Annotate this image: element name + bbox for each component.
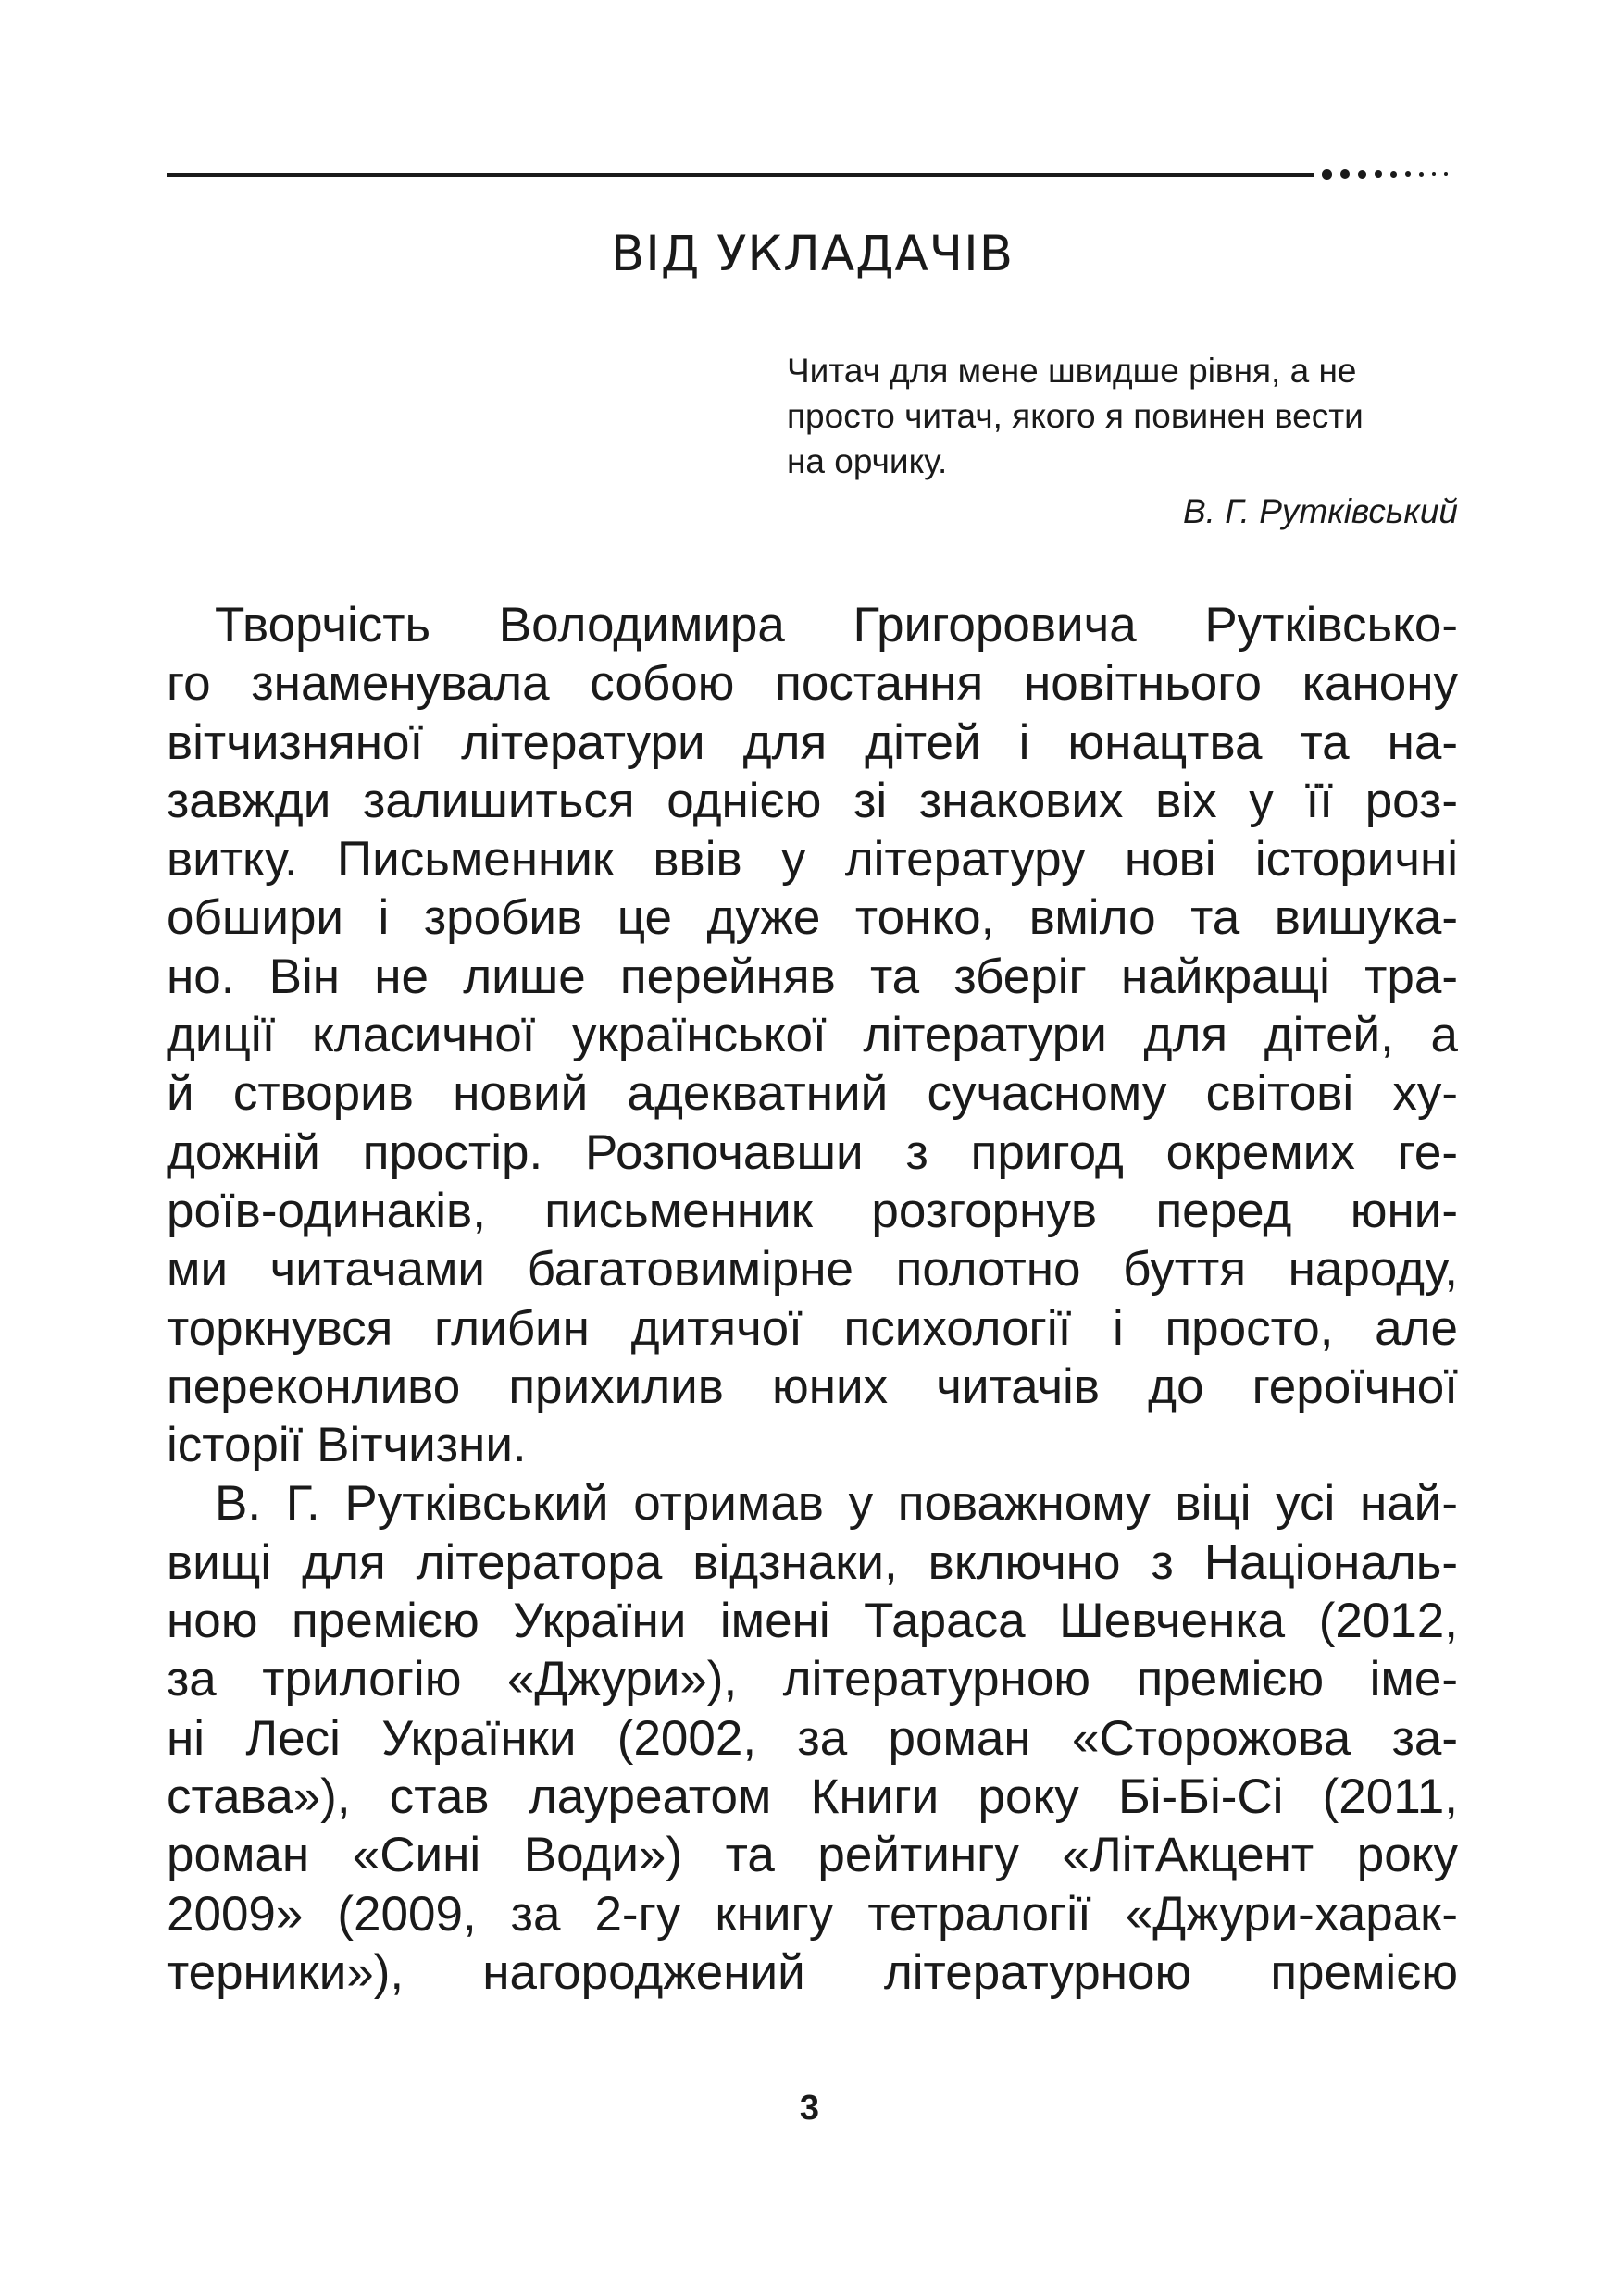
body-line: В. Г. Рутківський отримав у поважному віці усі най-: [215, 1476, 1458, 1532]
body-line: 2009» (2009, за 2-гу книгу тетралогії «Джури-харак-: [167, 1886, 1458, 1942]
header-rule: [167, 173, 1314, 177]
body-line: й створив новий адекватний сучасному світові ху-: [167, 1066, 1458, 1122]
header-dots-ornament: [1322, 165, 1456, 183]
body-line: вітчизняної літератури для дітей і юнацтва та на-: [167, 714, 1458, 770]
body-line: диції класичної української літератури для дітей, а: [167, 1008, 1458, 1063]
page-number: 3: [799, 2089, 820, 2128]
body-line: но. Він не лише перейняв та зберіг найкращі тра-: [167, 949, 1458, 1004]
body-line: за трилогію «Джури»), літературною премією іме-: [167, 1652, 1458, 1707]
body-line: історії Вітчизни.: [167, 1418, 527, 1473]
body-line: витку. Письменник ввів у літературу нові історичні: [167, 832, 1458, 887]
body-line: го знаменувала собою постання новітнього канону: [167, 656, 1458, 712]
body-line: ною премією України імені Тараса Шевченка (2012,: [167, 1594, 1458, 1649]
epigraph: [787, 348, 1463, 484]
body-line: терники»), нагороджений літературною премією: [167, 1944, 1458, 2000]
body-line: дожній простір. Розпочавши з пригод окремих ге-: [167, 1124, 1458, 1180]
epigraph-line: Читач для мене швидше рівня, а не: [787, 352, 1357, 390]
body-line: обшири і зробив це дуже тонко, вміло та вишука-: [167, 890, 1458, 946]
body-line: переконливо прихилив юних читачів до героїчної: [167, 1359, 1458, 1414]
body-line: Творчість Володимира Григоровича Рутківсько-: [215, 598, 1458, 652]
body-line: роман «Сині Води») та рейтингу «ЛітАкцент року: [167, 1828, 1458, 1883]
body-line: става»), став лауреатом Книги року Бі-Бі-Сі (2011,: [167, 1769, 1458, 1824]
body-line: вищі для літератора відзнаки, включно з Національ-: [167, 1534, 1458, 1590]
epigraph-line: на орчику.: [787, 442, 948, 480]
body-line: торкнувся глибин дитячої психології і просто, але: [167, 1300, 1458, 1356]
body-line: ні Лесі Українки (2002, за роман «Сторожова за-: [167, 1710, 1458, 1766]
section-title: ВІД УКЛАДАЧІВ: [610, 226, 1015, 282]
body-line: завжди залишиться однією зі знакових віх у її роз-: [167, 773, 1458, 828]
body-line: ми читачами багатовимірне полотно буття народу,: [167, 1242, 1458, 1297]
body-text: [167, 596, 1458, 2002]
epigraph-line: просто читач, якого я повинен вести: [787, 397, 1364, 435]
body-line: роїв-одинаків, письменник розгорнув перед юни-: [167, 1183, 1458, 1238]
epigraph-author: В. Г. Рутківський: [1183, 492, 1458, 530]
